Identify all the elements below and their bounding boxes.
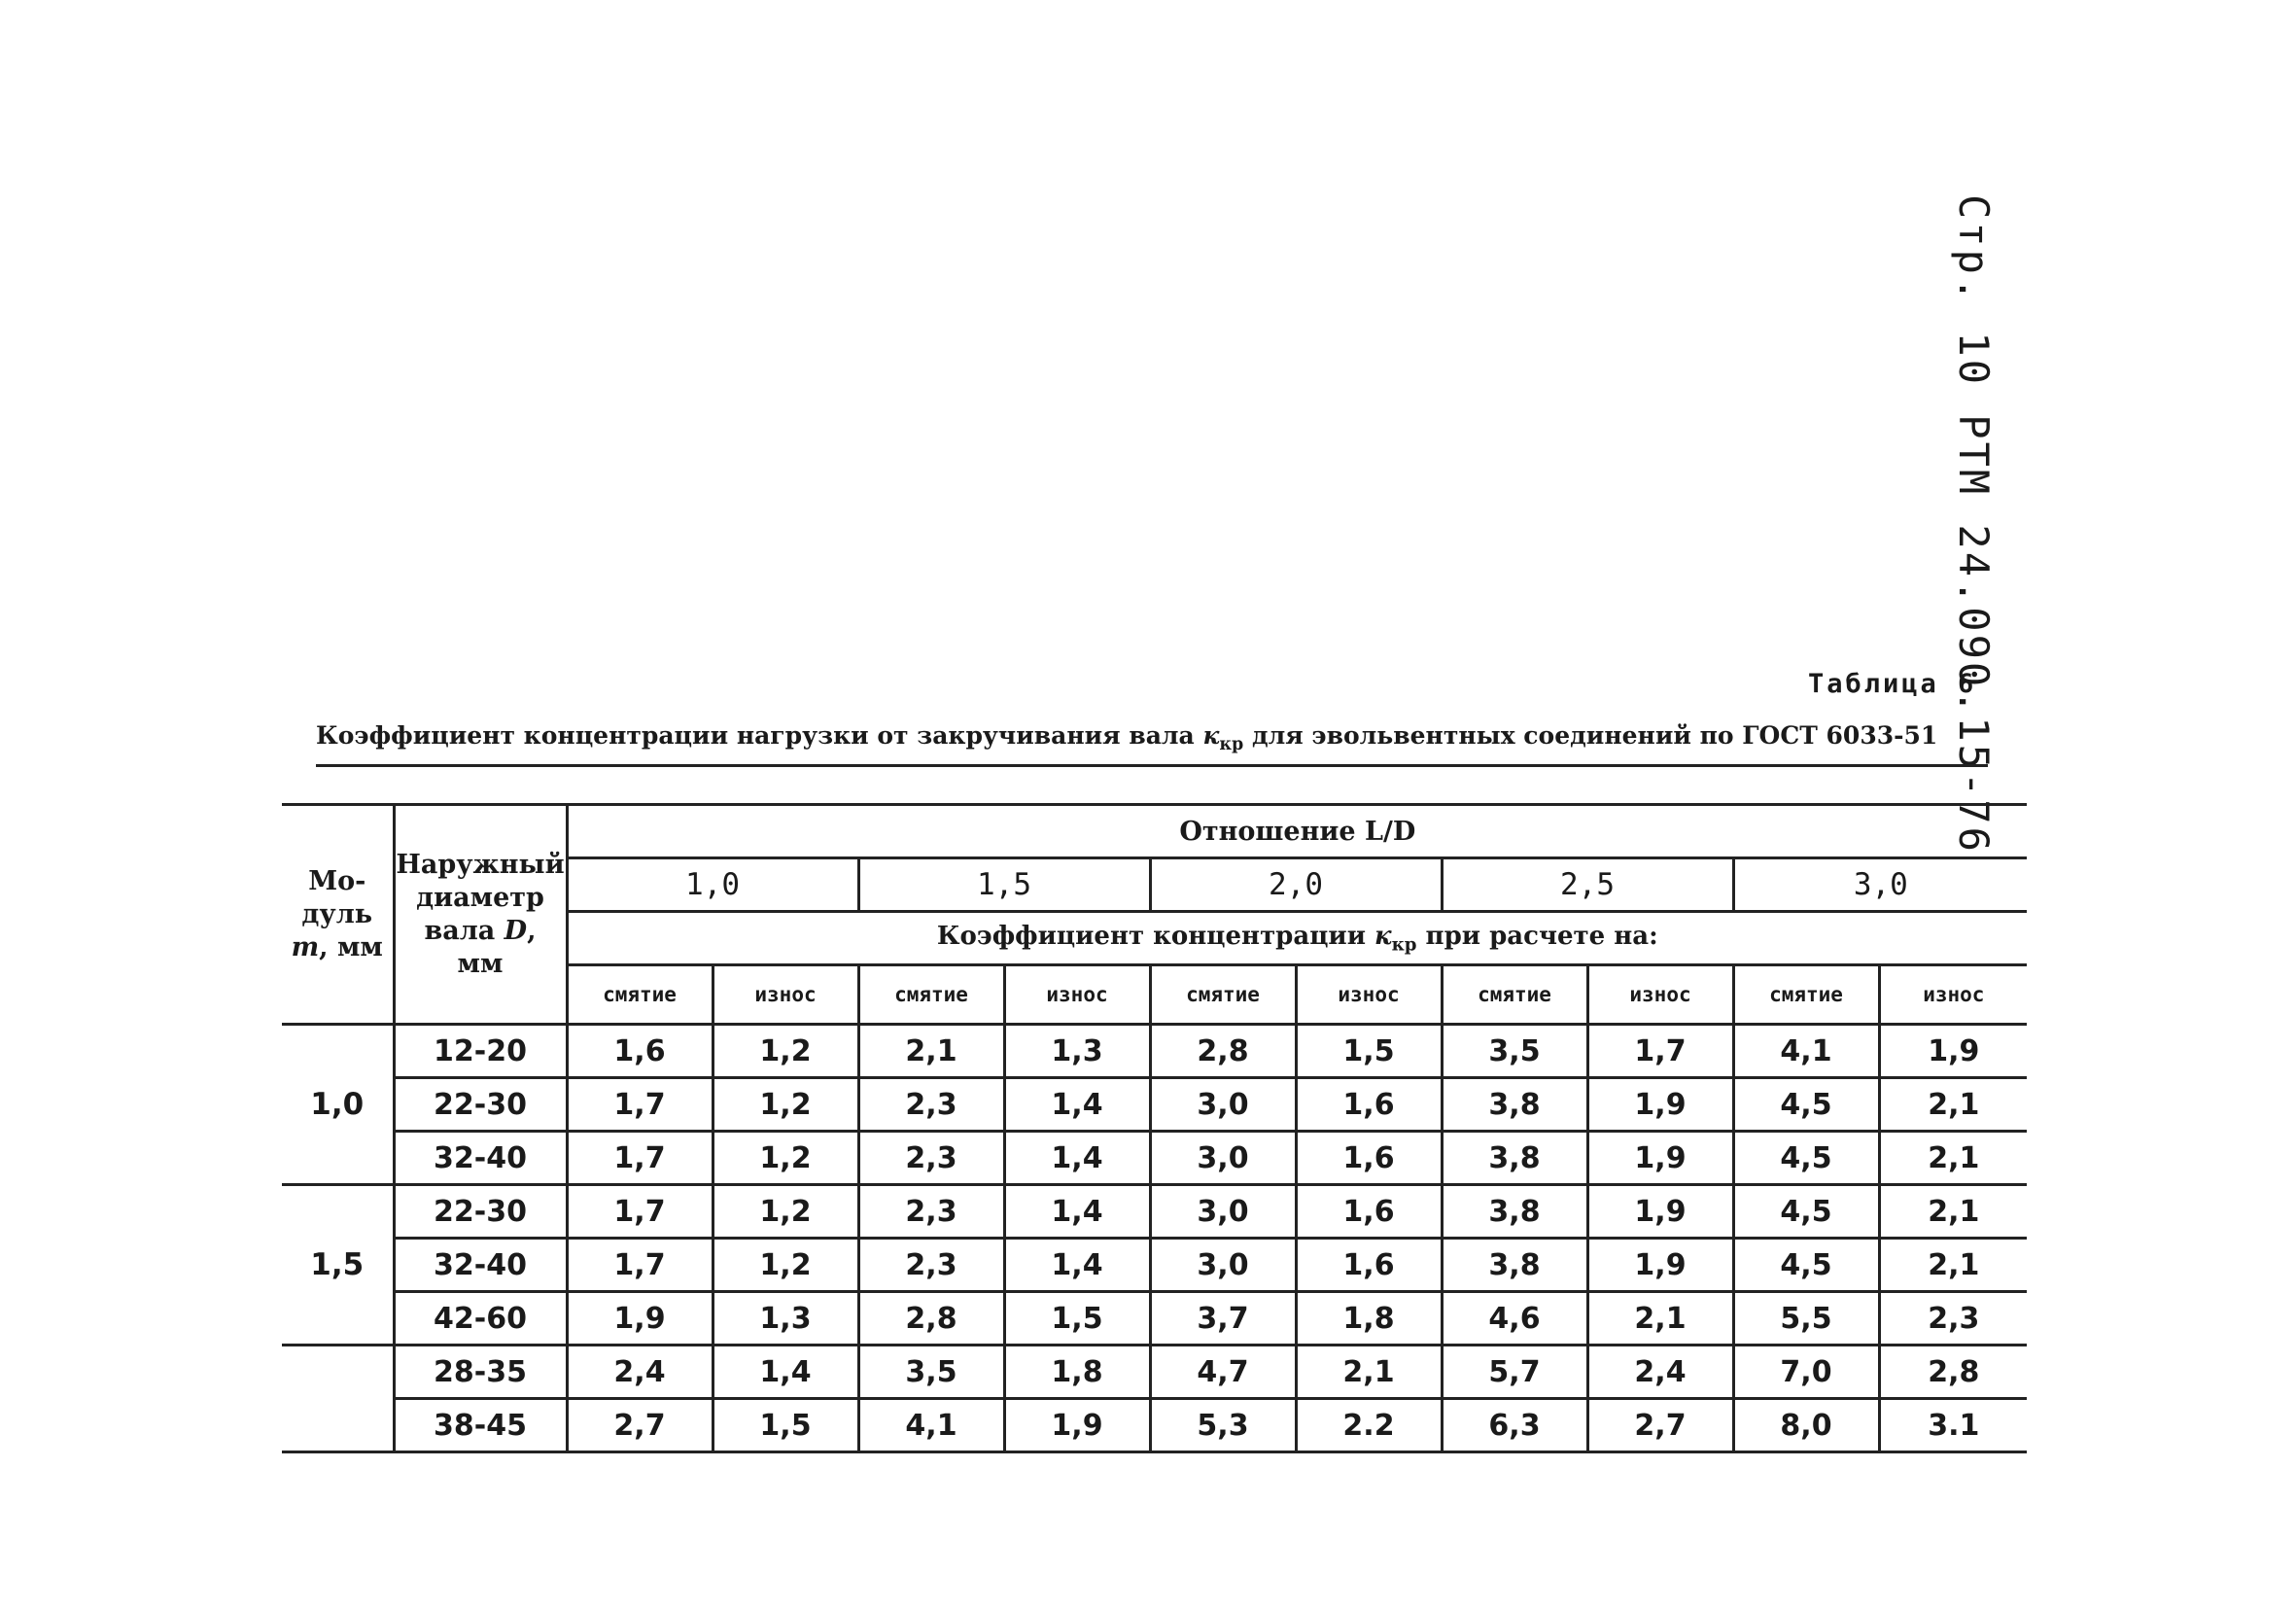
- value-cell: 4,6: [1442, 1292, 1587, 1346]
- value-cell: 5,7: [1442, 1346, 1587, 1399]
- table-row: [282, 1132, 2027, 1185]
- diameter-cell: 28-35: [394, 1346, 567, 1399]
- value-cell: 2,7: [1587, 1399, 1733, 1452]
- value-cell: 2,3: [1879, 1292, 2027, 1346]
- value-cell: 1,7: [567, 1078, 713, 1132]
- value-cell: 2,7: [567, 1399, 713, 1452]
- value-cell: 2,1: [858, 1025, 1004, 1078]
- value-cell: 2.2: [1296, 1399, 1442, 1452]
- value-cell: 1,9: [1587, 1078, 1733, 1132]
- table-row: [282, 1239, 2027, 1292]
- page-header-text: Стр. 10 РТМ 24.090.15-76: [1950, 194, 1998, 855]
- value-cell: 1,2: [713, 1025, 858, 1078]
- table-row: [282, 1399, 2027, 1452]
- value-cell: 1,6: [1296, 1132, 1442, 1185]
- value-cell: 3,0: [1150, 1132, 1296, 1185]
- diameter-cell: 32-40: [394, 1132, 567, 1185]
- value-cell: 2,1: [1879, 1078, 2027, 1132]
- value-cell: 1,3: [713, 1292, 858, 1346]
- value-cell: 1,5: [1004, 1292, 1150, 1346]
- value-cell: 2,1: [1879, 1239, 2027, 1292]
- value-cell: 2,1: [1879, 1185, 2027, 1239]
- value-cell: 1,7: [567, 1185, 713, 1239]
- page-header: [1939, 194, 2007, 855]
- value-cell: 2,1: [1879, 1132, 2027, 1185]
- diameter-cell: 22-30: [394, 1185, 567, 1239]
- value-cell: 1,3: [1004, 1025, 1150, 1078]
- module-cell: 1,0: [282, 1025, 394, 1185]
- ratio-value: 1,0: [567, 858, 858, 912]
- value-cell: 1,8: [1296, 1292, 1442, 1346]
- value-cell: 5,3: [1150, 1399, 1296, 1452]
- sub-header: износ: [1004, 965, 1150, 1025]
- value-cell: 4,1: [858, 1399, 1004, 1452]
- value-cell: 4,7: [1150, 1346, 1296, 1399]
- value-cell: 4,5: [1733, 1185, 1879, 1239]
- value-cell: 3,0: [1150, 1239, 1296, 1292]
- coefficient-header: Коэффициент концентрации $к_{кр}$ при расчете на:: [567, 912, 2027, 965]
- value-cell: 3,8: [1442, 1078, 1587, 1132]
- value-cell: 3,0: [1150, 1185, 1296, 1239]
- diameter-cell: 12-20: [394, 1025, 567, 1078]
- value-cell: 5,5: [1733, 1292, 1879, 1346]
- value-cell: 4,1: [1733, 1025, 1879, 1078]
- diameter-cell: 22-30: [394, 1078, 567, 1132]
- value-cell: 1,8: [1004, 1346, 1150, 1399]
- coefficient-table: [282, 803, 2027, 1453]
- diameter-cell: 32-40: [394, 1239, 567, 1292]
- ratio-value: 2,0: [1150, 858, 1442, 912]
- value-cell: 3,7: [1150, 1292, 1296, 1346]
- value-cell: 7,0: [1733, 1346, 1879, 1399]
- value-cell: 2,3: [858, 1132, 1004, 1185]
- value-cell: 1,4: [713, 1346, 858, 1399]
- value-cell: 2,4: [567, 1346, 713, 1399]
- value-cell: 1,7: [567, 1132, 713, 1185]
- table-row: [282, 1025, 2027, 1078]
- table-row: [282, 1078, 2027, 1132]
- sub-header: износ: [1879, 965, 2027, 1025]
- table-row: [282, 1346, 2027, 1399]
- sub-header: смятие: [858, 965, 1004, 1025]
- sub-header: износ: [713, 965, 858, 1025]
- value-cell: 6,3: [1442, 1399, 1587, 1452]
- value-cell: 3,8: [1442, 1132, 1587, 1185]
- module-cell: [282, 1346, 394, 1452]
- ratio-value: 2,5: [1442, 858, 1733, 912]
- caption-text-after: для эвольвентных соединений по ГОСТ 6033-51: [1243, 721, 1938, 750]
- value-cell: 2,8: [1879, 1346, 2027, 1399]
- diameter-cell: 42-60: [394, 1292, 567, 1346]
- value-cell: 3,8: [1442, 1185, 1587, 1239]
- value-cell: 2,3: [858, 1185, 1004, 1239]
- value-cell: 3.1: [1879, 1399, 2027, 1452]
- value-cell: 4,5: [1733, 1078, 1879, 1132]
- value-cell: 3,8: [1442, 1239, 1587, 1292]
- value-cell: 1,7: [567, 1239, 713, 1292]
- value-cell: 1,6: [1296, 1239, 1442, 1292]
- diameter-header: Наружный диаметр вала D, мм: [394, 805, 567, 1025]
- value-cell: 3,5: [1442, 1025, 1587, 1078]
- value-cell: 1,4: [1004, 1132, 1150, 1185]
- value-cell: 2,1: [1587, 1292, 1733, 1346]
- value-cell: 2,1: [1296, 1346, 1442, 1399]
- value-cell: 2,8: [1150, 1025, 1296, 1078]
- value-cell: 1,9: [1587, 1185, 1733, 1239]
- value-cell: 1,4: [1004, 1239, 1150, 1292]
- value-cell: 1,9: [1587, 1239, 1733, 1292]
- sub-header: смятие: [1442, 965, 1587, 1025]
- value-cell: 1,4: [1004, 1185, 1150, 1239]
- value-cell: 8,0: [1733, 1399, 1879, 1452]
- sub-header: износ: [1296, 965, 1442, 1025]
- value-cell: 2,3: [858, 1239, 1004, 1292]
- ratio-value: 1,5: [858, 858, 1150, 912]
- module-cell: 1,5: [282, 1185, 394, 1346]
- sub-header: смятие: [1733, 965, 1879, 1025]
- value-cell: 2,8: [858, 1292, 1004, 1346]
- value-cell: 1,5: [713, 1399, 858, 1452]
- value-cell: 1,5: [1296, 1025, 1442, 1078]
- sub-header: смятие: [1150, 965, 1296, 1025]
- table-label: Таблица 6: [1808, 669, 1977, 699]
- sub-header: смятие: [567, 965, 713, 1025]
- value-cell: 1,2: [713, 1239, 858, 1292]
- value-cell: 1,2: [713, 1078, 858, 1132]
- value-cell: 1,7: [1587, 1025, 1733, 1078]
- table-caption: [316, 721, 1988, 767]
- value-cell: 1,4: [1004, 1078, 1150, 1132]
- module-header: Мо- дуль m, мм: [282, 805, 394, 1025]
- value-cell: 2,3: [858, 1078, 1004, 1132]
- value-cell: 1,6: [567, 1025, 713, 1078]
- table-row: [282, 1185, 2027, 1239]
- caption-text-before: Коэффициент концентрации нагрузки от закручивания вала: [316, 721, 1203, 750]
- caption-subscript: кр: [1219, 735, 1244, 755]
- sub-header: износ: [1587, 965, 1733, 1025]
- table-body: [282, 1025, 2027, 1452]
- value-cell: 1,9: [1587, 1132, 1733, 1185]
- value-cell: 2,4: [1587, 1346, 1733, 1399]
- value-cell: 1,6: [1296, 1185, 1442, 1239]
- value-cell: 1,9: [567, 1292, 713, 1346]
- table-row: [282, 1292, 2027, 1346]
- caption-symbol: к: [1202, 721, 1220, 750]
- value-cell: 1,9: [1004, 1399, 1150, 1452]
- value-cell: 1,6: [1296, 1078, 1442, 1132]
- value-cell: 1,9: [1879, 1025, 2027, 1078]
- value-cell: 4,5: [1733, 1132, 1879, 1185]
- diameter-cell: 38-45: [394, 1399, 567, 1452]
- value-cell: 3,5: [858, 1346, 1004, 1399]
- value-cell: 4,5: [1733, 1239, 1879, 1292]
- value-cell: 1,2: [713, 1132, 858, 1185]
- value-cell: 3,0: [1150, 1078, 1296, 1132]
- ratio-value: 3,0: [1733, 858, 2027, 912]
- ratio-header: Отношение L/D: [567, 805, 2027, 858]
- value-cell: 1,2: [713, 1185, 858, 1239]
